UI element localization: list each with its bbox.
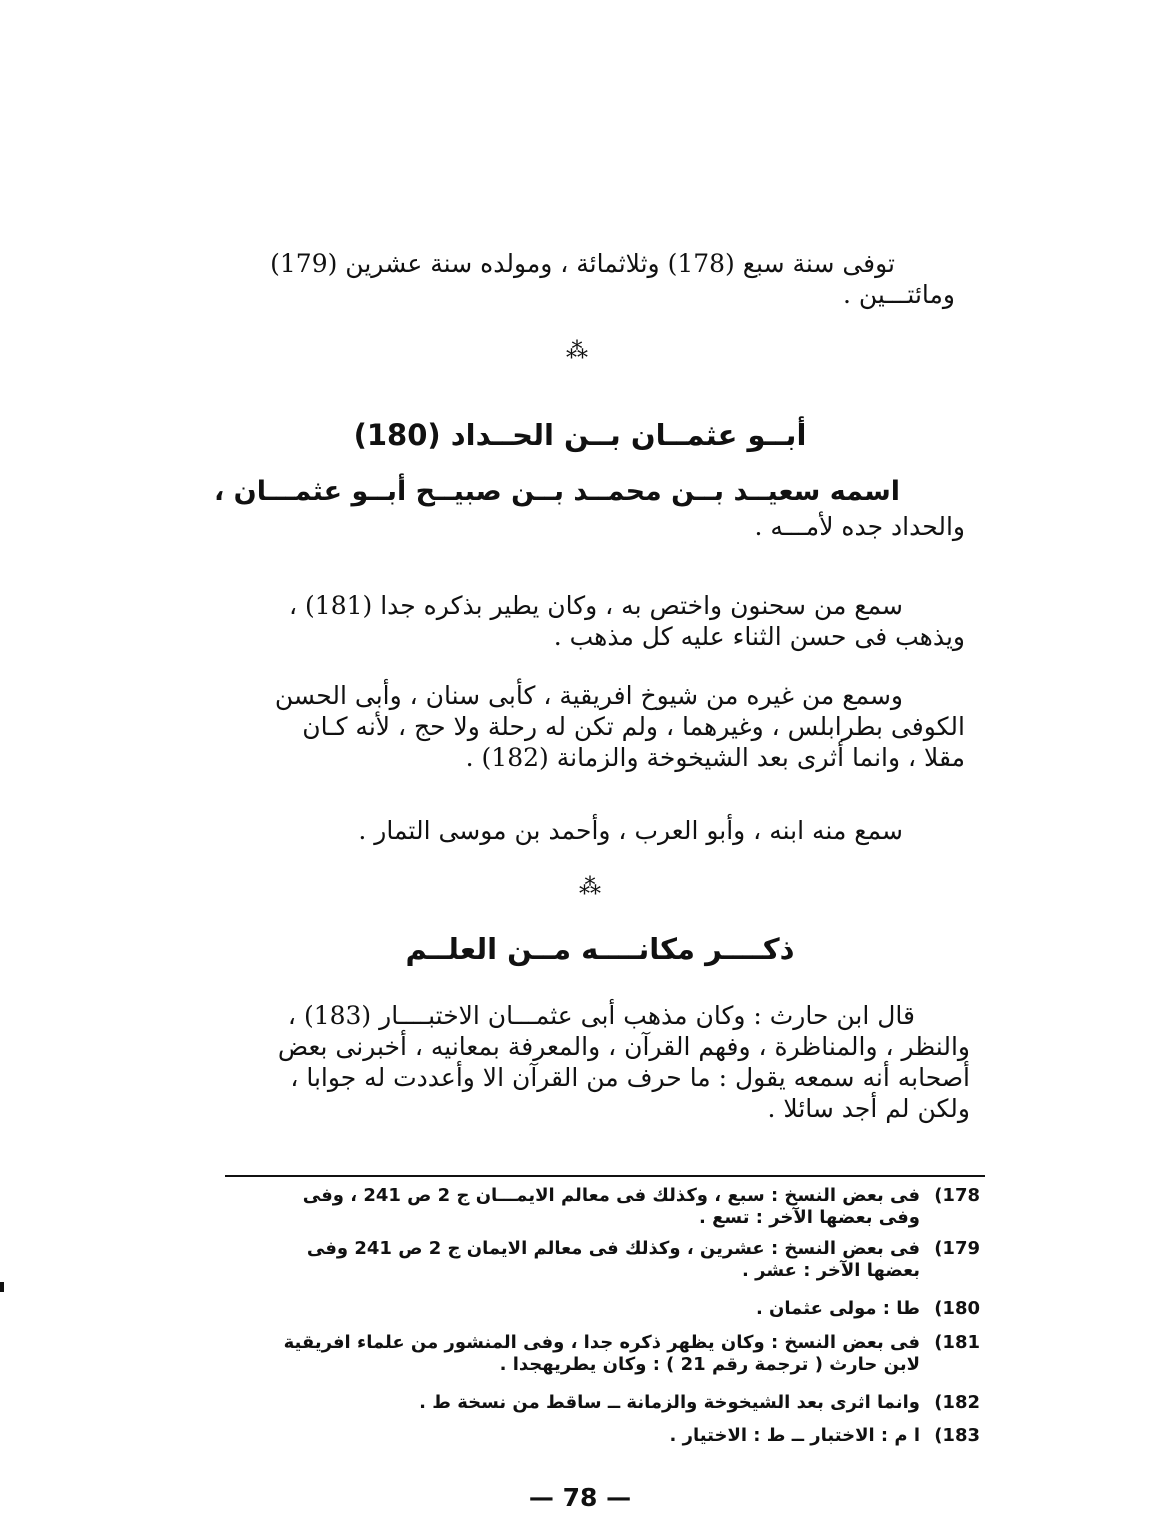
footnote-179 — [220, 1238, 980, 1282]
footnote-text: فى بعض النسخ : وكان يظهر ذكره جدا ، وفى المنشور من علماء افريقية — [283, 1332, 920, 1353]
footnote-number: 182) — [934, 1392, 980, 1413]
paragraph-line: قال ابن حارث : وكان مذهب أبى عثمـــان الاختبــــار (183) ، — [287, 1001, 915, 1030]
section-title: ذكــــر مكانــــه مــن العلــم — [405, 932, 795, 966]
footnote-180 — [220, 1298, 980, 1320]
footnote-text: طا : مولى عثمان . — [755, 1298, 920, 1319]
paragraph-line: الكوفى بطرابلس ، وغيرهما ، ولم تكن له رحلة ولا حج ، لأنه كـان — [302, 712, 965, 741]
footnote-181 — [220, 1332, 980, 1376]
footnote-183 — [220, 1425, 980, 1447]
paragraph-line: سمع من سحنون واختص به ، وكان يطير بذكره جدا (181) ، — [289, 591, 903, 620]
biography-paragraph — [215, 815, 965, 846]
intro-paragraph — [205, 248, 980, 310]
intro-line: توفى سنة سبع (178) وثلاثمائة ، ومولده سنة عشرين (179) — [270, 249, 895, 278]
intro-line: ومائتـــين . — [842, 280, 955, 309]
footnote-number: 180) — [934, 1298, 980, 1319]
biography-title: أبــو عثمــان بــن الحــداد (180) — [353, 418, 807, 452]
paragraph-line: ولكن لم أجد سائلا . — [767, 1094, 970, 1123]
scan-mark — [0, 1282, 4, 1292]
footnote-divider — [225, 1175, 985, 1177]
footnote-number: 183) — [934, 1425, 980, 1446]
separator-mark: ⁂ — [566, 339, 588, 364]
footnote-182 — [220, 1392, 980, 1414]
biography-paragraph — [215, 680, 965, 773]
paragraph-line: ويذهب فى حسن الثناء عليه كل مذهب . — [553, 622, 965, 651]
footnote-text: لابن حارث ( ترجمة رقم 21 ) : وكان يطريهجدا . — [499, 1354, 920, 1375]
footnote-text: فى بعض النسخ : سبع ، وكذلك فى معالم الايمـــان ج 2 ص 241 ، وفى — [302, 1185, 920, 1206]
name-line: اسمه سعيــد بــن محمــد بــن صبيــح أبــو عثمـــان ، — [214, 476, 900, 507]
footnote-text: بعضها الآخر : عشر . — [742, 1260, 920, 1281]
name-line-2: والحداد جده لأمـــه . — [754, 512, 965, 541]
footnote-number: 181) — [934, 1332, 980, 1353]
biography-paragraph — [215, 590, 965, 652]
paragraph-line: سمع منه ابنه ، وأبو العرب ، وأحمد بن موسى التمار . — [358, 816, 903, 845]
paragraph-line: مقلا ، وانما أثرى بعد الشيخوخة والزمانة (182) . — [465, 743, 965, 772]
footnote-number: 178) — [934, 1185, 980, 1206]
footnote-text: وفى بعضها الآخر : تسع . — [699, 1207, 920, 1228]
footnote-number: 179) — [934, 1238, 980, 1259]
paragraph-line: وسمع من غيره من شيوخ افريقية ، كأبى سنان ، وأبى الحسن — [274, 681, 903, 710]
page-number: — 78 — — [528, 1483, 632, 1512]
footnote-178 — [220, 1185, 980, 1229]
paragraph-line: أصحابه أنه سمعه يقول : ما حرف من القرآن الا وأعددت له جوابا ، — [290, 1063, 970, 1092]
separator-mark: ⁂ — [579, 875, 601, 900]
paragraph-line: والنظر ، والمناظرة ، وفهم القرآن ، والمعرفة بمعانيه ، أخبرنى بعض — [277, 1032, 970, 1061]
footnote-text: وانما اثرى بعد الشيخوخة والزمانة ــ ساقط من نسخة ط . — [419, 1392, 920, 1413]
section-paragraph — [215, 1000, 970, 1124]
footnote-text: فى بعض النسخ : عشرين ، وكذلك فى معالم الايمان ج 2 ص 241 وفى — [306, 1238, 920, 1259]
biography-name — [214, 476, 965, 542]
footnote-text: ا م : الاختبار ــ ط : الاختيار . — [669, 1425, 920, 1446]
